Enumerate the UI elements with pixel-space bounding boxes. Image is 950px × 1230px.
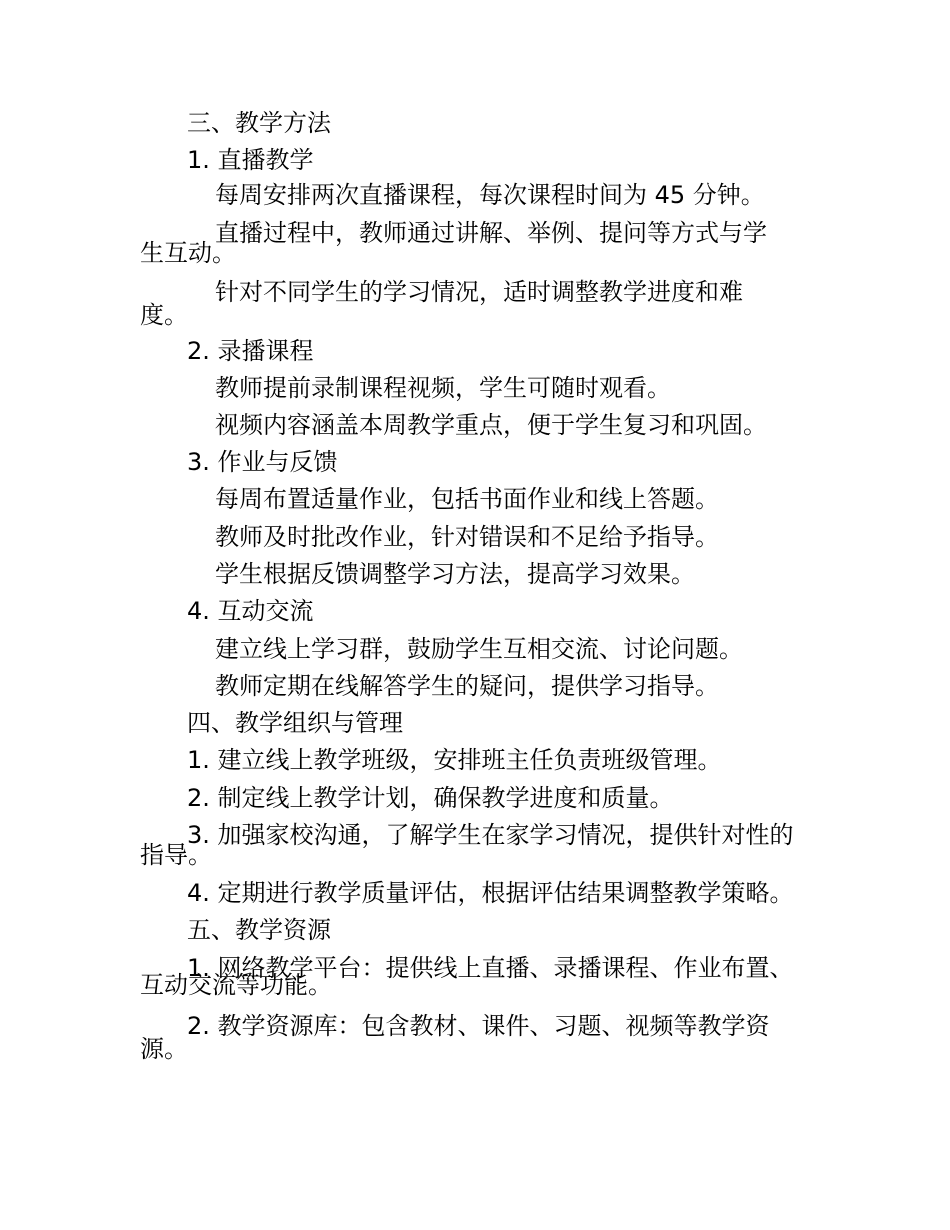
list-item-line: 2. 教学资源库：包含教材、课件、习题、视频等教学资 bbox=[187, 1012, 770, 1040]
paragraph-line: 度。 bbox=[140, 301, 188, 329]
paragraph-line: 直播过程中，教师通过讲解、举例、提问等方式与学 bbox=[215, 219, 767, 247]
wrapped-paragraph bbox=[140, 278, 743, 331]
section-heading-4: 四、教学组织与管理 bbox=[187, 709, 403, 737]
paragraph: 建立线上学习群，鼓励学生互相交流、讨论问题。 bbox=[215, 635, 743, 663]
paragraph: 教师及时批改作业，针对错误和不足给予指导。 bbox=[215, 523, 719, 551]
paragraph: 视频内容涵盖本周教学重点，便于学生复习和巩固。 bbox=[215, 411, 767, 439]
list-item: 4. 定期进行教学质量评估，根据评估结果调整教学策略。 bbox=[187, 879, 794, 907]
list-item-line: 1. 网络教学平台：提供线上直播、录播课程、作业布置、 bbox=[187, 954, 794, 982]
paragraph: 每周安排两次直播课程，每次课程时间为 45 分钟。 bbox=[215, 181, 765, 209]
wrapped-list-item bbox=[140, 1012, 770, 1065]
paragraph: 教师提前录制课程视频，学生可随时观看。 bbox=[215, 374, 671, 402]
subheading-interaction: 4. 互动交流 bbox=[187, 597, 314, 625]
list-item-line: 互动交流等功能。 bbox=[140, 971, 332, 999]
list-item: 2. 制定线上教学计划，确保教学进度和质量。 bbox=[187, 784, 674, 812]
wrapped-list-item bbox=[140, 954, 794, 1007]
paragraph: 学生根据反馈调整学习方法，提高学习效果。 bbox=[215, 560, 695, 588]
wrapped-list-item bbox=[140, 821, 794, 874]
section-heading-3: 三、教学方法 bbox=[187, 109, 331, 137]
list-item-line: 指导。 bbox=[140, 841, 212, 869]
paragraph: 教师定期在线解答学生的疑问，提供学习指导。 bbox=[215, 672, 719, 700]
list-item-line: 源。 bbox=[140, 1035, 188, 1063]
list-item: 1. 建立线上教学班级，安排班主任负责班级管理。 bbox=[187, 746, 722, 774]
paragraph: 每周布置适量作业，包括书面作业和线上答题。 bbox=[215, 485, 719, 513]
paragraph-line: 生互动。 bbox=[140, 239, 236, 267]
list-item-line: 3. 加强家校沟通，了解学生在家学习情况，提供针对性的 bbox=[187, 821, 794, 849]
wrapped-paragraph bbox=[140, 219, 767, 272]
subheading-recorded-courses: 2. 录播课程 bbox=[187, 337, 314, 365]
paragraph-line: 针对不同学生的学习情况，适时调整教学进度和难 bbox=[215, 278, 743, 306]
subheading-homework-feedback: 3. 作业与反馈 bbox=[187, 448, 338, 476]
section-heading-5: 五、教学资源 bbox=[187, 916, 331, 944]
subheading-live-teaching: 1. 直播教学 bbox=[187, 146, 314, 174]
